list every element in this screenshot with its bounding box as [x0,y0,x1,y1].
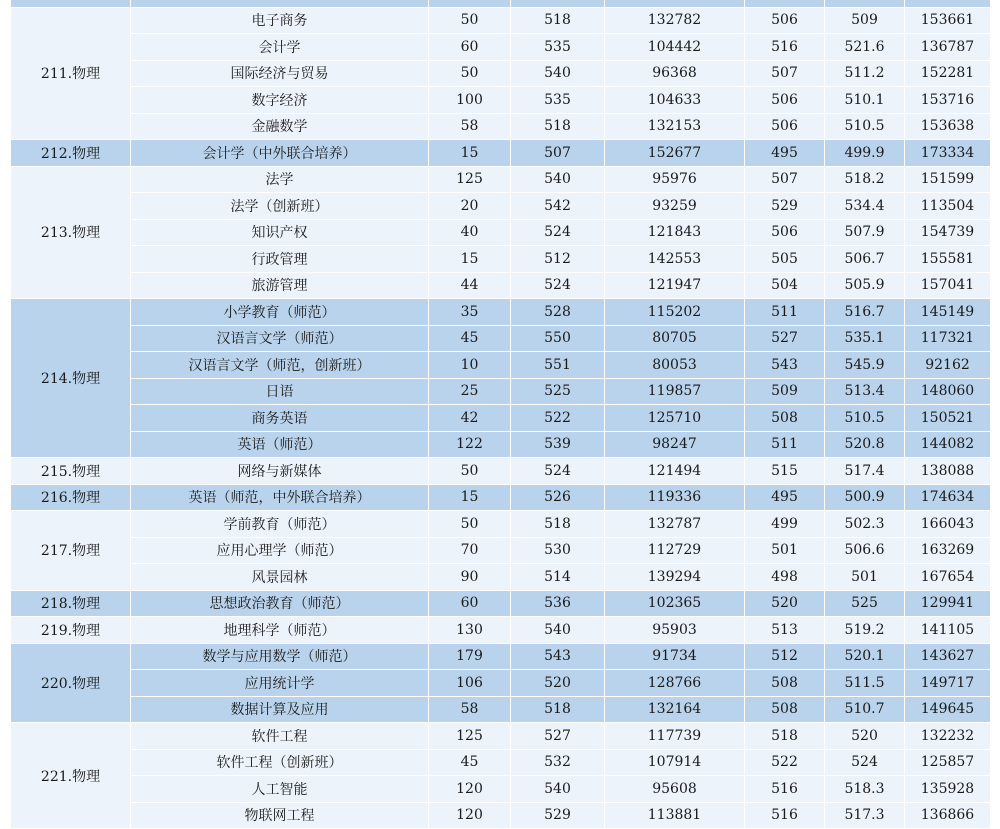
max-rank-cell: 112729 [605,537,745,564]
max-score-cell: 540 [511,617,605,644]
major-name-cell: 商务英语 [131,405,429,432]
group-label-cell: 212.物理 [11,140,131,167]
min-score-cell: 504 [745,272,825,299]
plan-count-cell: 58 [429,696,511,723]
major-name-cell: 软件工程 [131,723,429,750]
min-rank-cell: 154739 [905,219,991,246]
table-row [11,590,991,617]
avg-score-cell: 521.6 [825,34,905,61]
max-score-cell: 543 [511,643,605,670]
avg-score-cell: 520 [825,723,905,750]
min-rank-cell: 138088 [905,458,991,485]
plan-count-cell: 70 [429,537,511,564]
max-score-cell: 518 [511,7,605,34]
avg-score-cell: 500.9 [825,484,905,511]
max-score-cell: 518 [511,511,605,538]
table-row [11,272,991,299]
table-row [11,193,991,220]
max-rank-cell [605,0,745,7]
major-name-cell: 电子商务 [131,7,429,34]
max-score-cell: 551 [511,352,605,379]
min-score-cell: 499 [745,511,825,538]
max-score-cell: 520 [511,670,605,697]
admission-table-container [10,0,990,829]
group-label-cell: 220.物理 [11,643,131,723]
min-score-cell: 543 [745,352,825,379]
major-name-cell: 国际经济与贸易 [131,60,429,87]
group-label-cell: 213.物理 [11,166,131,299]
max-rank-cell: 80705 [605,325,745,352]
plan-count-cell [429,0,511,7]
min-rank-cell: 155581 [905,246,991,273]
major-name-cell: 知识产权 [131,219,429,246]
min-score-cell: 513 [745,617,825,644]
min-rank-cell: 125857 [905,749,991,776]
plan-count-cell: 130 [429,617,511,644]
min-rank-cell: 129941 [905,590,991,617]
max-rank-cell: 104633 [605,87,745,114]
min-rank-cell: 144082 [905,431,991,458]
plan-count-cell: 15 [429,140,511,167]
major-name-cell: 汉语言文学（师范，创新班） [131,352,429,379]
major-name-cell: 金融数学 [131,113,429,140]
plan-count-cell: 58 [429,113,511,140]
min-score-cell: 516 [745,776,825,803]
max-rank-cell: 117739 [605,723,745,750]
avg-score-cell: 511.2 [825,60,905,87]
max-rank-cell: 80053 [605,352,745,379]
table-row [11,219,991,246]
major-name-cell: 小学教育（师范） [131,299,429,326]
table-row [11,378,991,405]
max-score-cell: 536 [511,590,605,617]
max-rank-cell: 132782 [605,7,745,34]
major-name-cell: 英语（师范，中外联合培养） [131,484,429,511]
major-name-cell: 思想政治教育（师范） [131,590,429,617]
max-score-cell: 525 [511,378,605,405]
max-rank-cell: 96368 [605,60,745,87]
min-rank-cell: 113504 [905,193,991,220]
major-name-cell: 风景园林 [131,564,429,591]
min-score-cell: 509 [745,378,825,405]
max-rank-cell: 142553 [605,246,745,273]
table-row [11,749,991,776]
min-rank-cell: 167654 [905,564,991,591]
min-rank-cell: 135928 [905,776,991,803]
min-rank-cell [905,0,991,7]
max-score-cell: 518 [511,113,605,140]
table-row [11,643,991,670]
min-score-cell: 506 [745,87,825,114]
table-row [11,537,991,564]
plan-count-cell: 50 [429,7,511,34]
min-score-cell: 518 [745,723,825,750]
max-rank-cell: 104442 [605,34,745,61]
max-score-cell: 542 [511,193,605,220]
major-name-cell: 数学与应用数学（师范） [131,643,429,670]
major-name-cell: 英语（师范） [131,431,429,458]
min-score-cell: 511 [745,431,825,458]
avg-score-cell: 501 [825,564,905,591]
min-rank-cell: 143627 [905,643,991,670]
plan-count-cell: 179 [429,643,511,670]
major-name-cell: 应用统计学 [131,670,429,697]
max-rank-cell: 91734 [605,643,745,670]
min-score-cell: 527 [745,325,825,352]
group-label-cell: 214.物理 [11,299,131,458]
max-score-cell: 530 [511,537,605,564]
min-rank-cell: 151599 [905,166,991,193]
min-rank-cell: 153638 [905,113,991,140]
max-score-cell: 550 [511,325,605,352]
min-rank-cell: 163269 [905,537,991,564]
avg-score-cell: 516.7 [825,299,905,326]
min-score-cell: 498 [745,564,825,591]
table-row [11,34,991,61]
min-score-cell: 520 [745,590,825,617]
avg-score-cell: 510.5 [825,113,905,140]
max-score-cell: 528 [511,299,605,326]
min-rank-cell: 152281 [905,60,991,87]
plan-count-cell: 15 [429,246,511,273]
min-rank-cell: 150521 [905,405,991,432]
min-score-cell: 522 [745,749,825,776]
major-name-cell: 地理科学（师范） [131,617,429,644]
max-rank-cell: 125710 [605,405,745,432]
table-row [11,352,991,379]
max-rank-cell: 102365 [605,590,745,617]
avg-score-cell: 524 [825,749,905,776]
plan-count-cell: 120 [429,776,511,803]
group-label-cell: 221.物理 [11,723,131,829]
max-score-cell: 540 [511,60,605,87]
plan-count-cell: 42 [429,405,511,432]
table-row [11,696,991,723]
table-row [11,617,991,644]
major-name-cell: 法学 [131,166,429,193]
max-score-cell: 540 [511,776,605,803]
major-name-cell: 会计学 [131,34,429,61]
major-name-cell: 日语 [131,378,429,405]
plan-count-cell: 106 [429,670,511,697]
major-name-cell: 旅游管理 [131,272,429,299]
admission-score-table [10,0,991,829]
min-rank-cell: 174634 [905,484,991,511]
avg-score-cell: 535.1 [825,325,905,352]
min-score-cell: 511 [745,299,825,326]
table-row [11,140,991,167]
max-rank-cell: 95608 [605,776,745,803]
group-label-cell: 211.物理 [11,7,131,140]
avg-score-cell: 509 [825,7,905,34]
max-score-cell: 526 [511,484,605,511]
plan-count-cell: 45 [429,749,511,776]
plan-count-cell: 20 [429,193,511,220]
table-row [11,166,991,193]
table-row [11,405,991,432]
max-rank-cell: 107914 [605,749,745,776]
min-score-cell: 506 [745,7,825,34]
group-label-cell: 217.物理 [11,511,131,591]
table-row [11,113,991,140]
min-rank-cell: 141105 [905,617,991,644]
max-score-cell: 529 [511,802,605,829]
major-name-cell: 法学（创新班） [131,193,429,220]
max-rank-cell: 115202 [605,299,745,326]
avg-score-cell: 506.7 [825,246,905,273]
plan-count-cell: 10 [429,352,511,379]
plan-count-cell: 35 [429,299,511,326]
max-rank-cell: 95976 [605,166,745,193]
max-score-cell [511,0,605,7]
min-rank-cell: 136787 [905,34,991,61]
min-rank-cell: 117321 [905,325,991,352]
min-score-cell: 516 [745,34,825,61]
avg-score-cell: 513.4 [825,378,905,405]
plan-count-cell: 60 [429,590,511,617]
avg-score-cell: 520.1 [825,643,905,670]
max-score-cell: 507 [511,140,605,167]
min-rank-cell: 132232 [905,723,991,750]
plan-count-cell: 44 [429,272,511,299]
max-score-cell: 522 [511,405,605,432]
min-rank-cell: 166043 [905,511,991,538]
major-name-cell: 应用心理学（师范） [131,537,429,564]
major-name-cell: 学前教育（师范） [131,511,429,538]
max-score-cell: 514 [511,564,605,591]
avg-score-cell: 525 [825,590,905,617]
major-name-cell: 会计学（中外联合培养） [131,140,429,167]
table-row [11,431,991,458]
max-score-cell: 524 [511,219,605,246]
plan-count-cell: 100 [429,87,511,114]
group-label-cell: 216.物理 [11,484,131,511]
max-score-cell: 512 [511,246,605,273]
max-rank-cell: 119336 [605,484,745,511]
group-label-cell: 215.物理 [11,458,131,485]
avg-score-cell: 505.9 [825,272,905,299]
table-row [11,723,991,750]
max-rank-cell: 121843 [605,219,745,246]
avg-score-cell: 520.8 [825,431,905,458]
min-score-cell: 501 [745,537,825,564]
plan-count-cell: 40 [429,219,511,246]
avg-score-cell: 517.3 [825,802,905,829]
group-label-cell: 219.物理 [11,617,131,644]
plan-count-cell: 25 [429,378,511,405]
min-score-cell: 508 [745,405,825,432]
major-name-cell: 物联网工程 [131,802,429,829]
min-rank-cell: 153716 [905,87,991,114]
major-name-cell [131,0,429,7]
min-score-cell: 529 [745,193,825,220]
min-rank-cell: 136866 [905,802,991,829]
max-rank-cell: 98247 [605,431,745,458]
major-name-cell: 网络与新媒体 [131,458,429,485]
plan-count-cell: 120 [429,802,511,829]
min-score-cell: 495 [745,484,825,511]
min-score-cell: 515 [745,458,825,485]
major-name-cell: 数字经济 [131,87,429,114]
table-row [11,484,991,511]
plan-count-cell: 50 [429,458,511,485]
major-name-cell: 行政管理 [131,246,429,273]
group-label-cell: 218.物理 [11,590,131,617]
max-rank-cell: 113881 [605,802,745,829]
max-rank-cell: 132164 [605,696,745,723]
plan-count-cell: 90 [429,564,511,591]
avg-score-cell: 507.9 [825,219,905,246]
min-score-cell: 507 [745,60,825,87]
plan-count-cell: 125 [429,166,511,193]
plan-count-cell: 45 [429,325,511,352]
major-name-cell: 人工智能 [131,776,429,803]
max-score-cell: 518 [511,696,605,723]
table-row [11,670,991,697]
table-row [11,60,991,87]
plan-count-cell: 60 [429,34,511,61]
min-score-cell: 507 [745,166,825,193]
plan-count-cell: 15 [429,484,511,511]
avg-score-cell: 502.3 [825,511,905,538]
max-rank-cell: 119857 [605,378,745,405]
max-score-cell: 524 [511,272,605,299]
avg-score-cell [825,0,905,7]
max-score-cell: 535 [511,34,605,61]
table-row [11,325,991,352]
max-rank-cell: 128766 [605,670,745,697]
group-label-cell [11,0,131,7]
avg-score-cell: 519.2 [825,617,905,644]
min-score-cell: 516 [745,802,825,829]
major-name-cell: 汉语言文学（师范） [131,325,429,352]
max-rank-cell: 139294 [605,564,745,591]
plan-count-cell: 122 [429,431,511,458]
avg-score-cell: 510.5 [825,405,905,432]
min-score-cell: 506 [745,219,825,246]
plan-count-cell: 125 [429,723,511,750]
max-rank-cell: 152677 [605,140,745,167]
max-score-cell: 532 [511,749,605,776]
plan-count-cell: 50 [429,511,511,538]
avg-score-cell: 518.3 [825,776,905,803]
plan-count-cell: 50 [429,60,511,87]
min-rank-cell: 145149 [905,299,991,326]
table-body [11,0,991,829]
major-name-cell: 软件工程（创新班） [131,749,429,776]
table-row [11,511,991,538]
max-rank-cell: 121494 [605,458,745,485]
table-row [11,458,991,485]
min-rank-cell: 149645 [905,696,991,723]
table-row [11,87,991,114]
table-row [11,0,991,7]
max-rank-cell: 95903 [605,617,745,644]
min-rank-cell: 153661 [905,7,991,34]
avg-score-cell: 511.5 [825,670,905,697]
avg-score-cell: 517.4 [825,458,905,485]
max-score-cell: 535 [511,87,605,114]
avg-score-cell: 545.9 [825,352,905,379]
avg-score-cell: 534.4 [825,193,905,220]
min-rank-cell: 157041 [905,272,991,299]
min-score-cell [745,0,825,7]
min-rank-cell: 149717 [905,670,991,697]
table-row [11,246,991,273]
min-rank-cell: 173334 [905,140,991,167]
table-row [11,776,991,803]
max-score-cell: 539 [511,431,605,458]
min-score-cell: 512 [745,643,825,670]
avg-score-cell: 499.9 [825,140,905,167]
min-score-cell: 505 [745,246,825,273]
table-row [11,7,991,34]
max-score-cell: 524 [511,458,605,485]
min-score-cell: 506 [745,113,825,140]
min-score-cell: 508 [745,670,825,697]
max-rank-cell: 121947 [605,272,745,299]
min-rank-cell: 92162 [905,352,991,379]
max-score-cell: 527 [511,723,605,750]
min-score-cell: 508 [745,696,825,723]
table-row [11,299,991,326]
max-score-cell: 540 [511,166,605,193]
max-rank-cell: 132787 [605,511,745,538]
table-row [11,802,991,829]
major-name-cell: 数据计算及应用 [131,696,429,723]
min-rank-cell: 148060 [905,378,991,405]
avg-score-cell: 510.7 [825,696,905,723]
max-rank-cell: 93259 [605,193,745,220]
table-row [11,564,991,591]
avg-score-cell: 506.6 [825,537,905,564]
max-rank-cell: 132153 [605,113,745,140]
avg-score-cell: 518.2 [825,166,905,193]
min-score-cell: 495 [745,140,825,167]
avg-score-cell: 510.1 [825,87,905,114]
